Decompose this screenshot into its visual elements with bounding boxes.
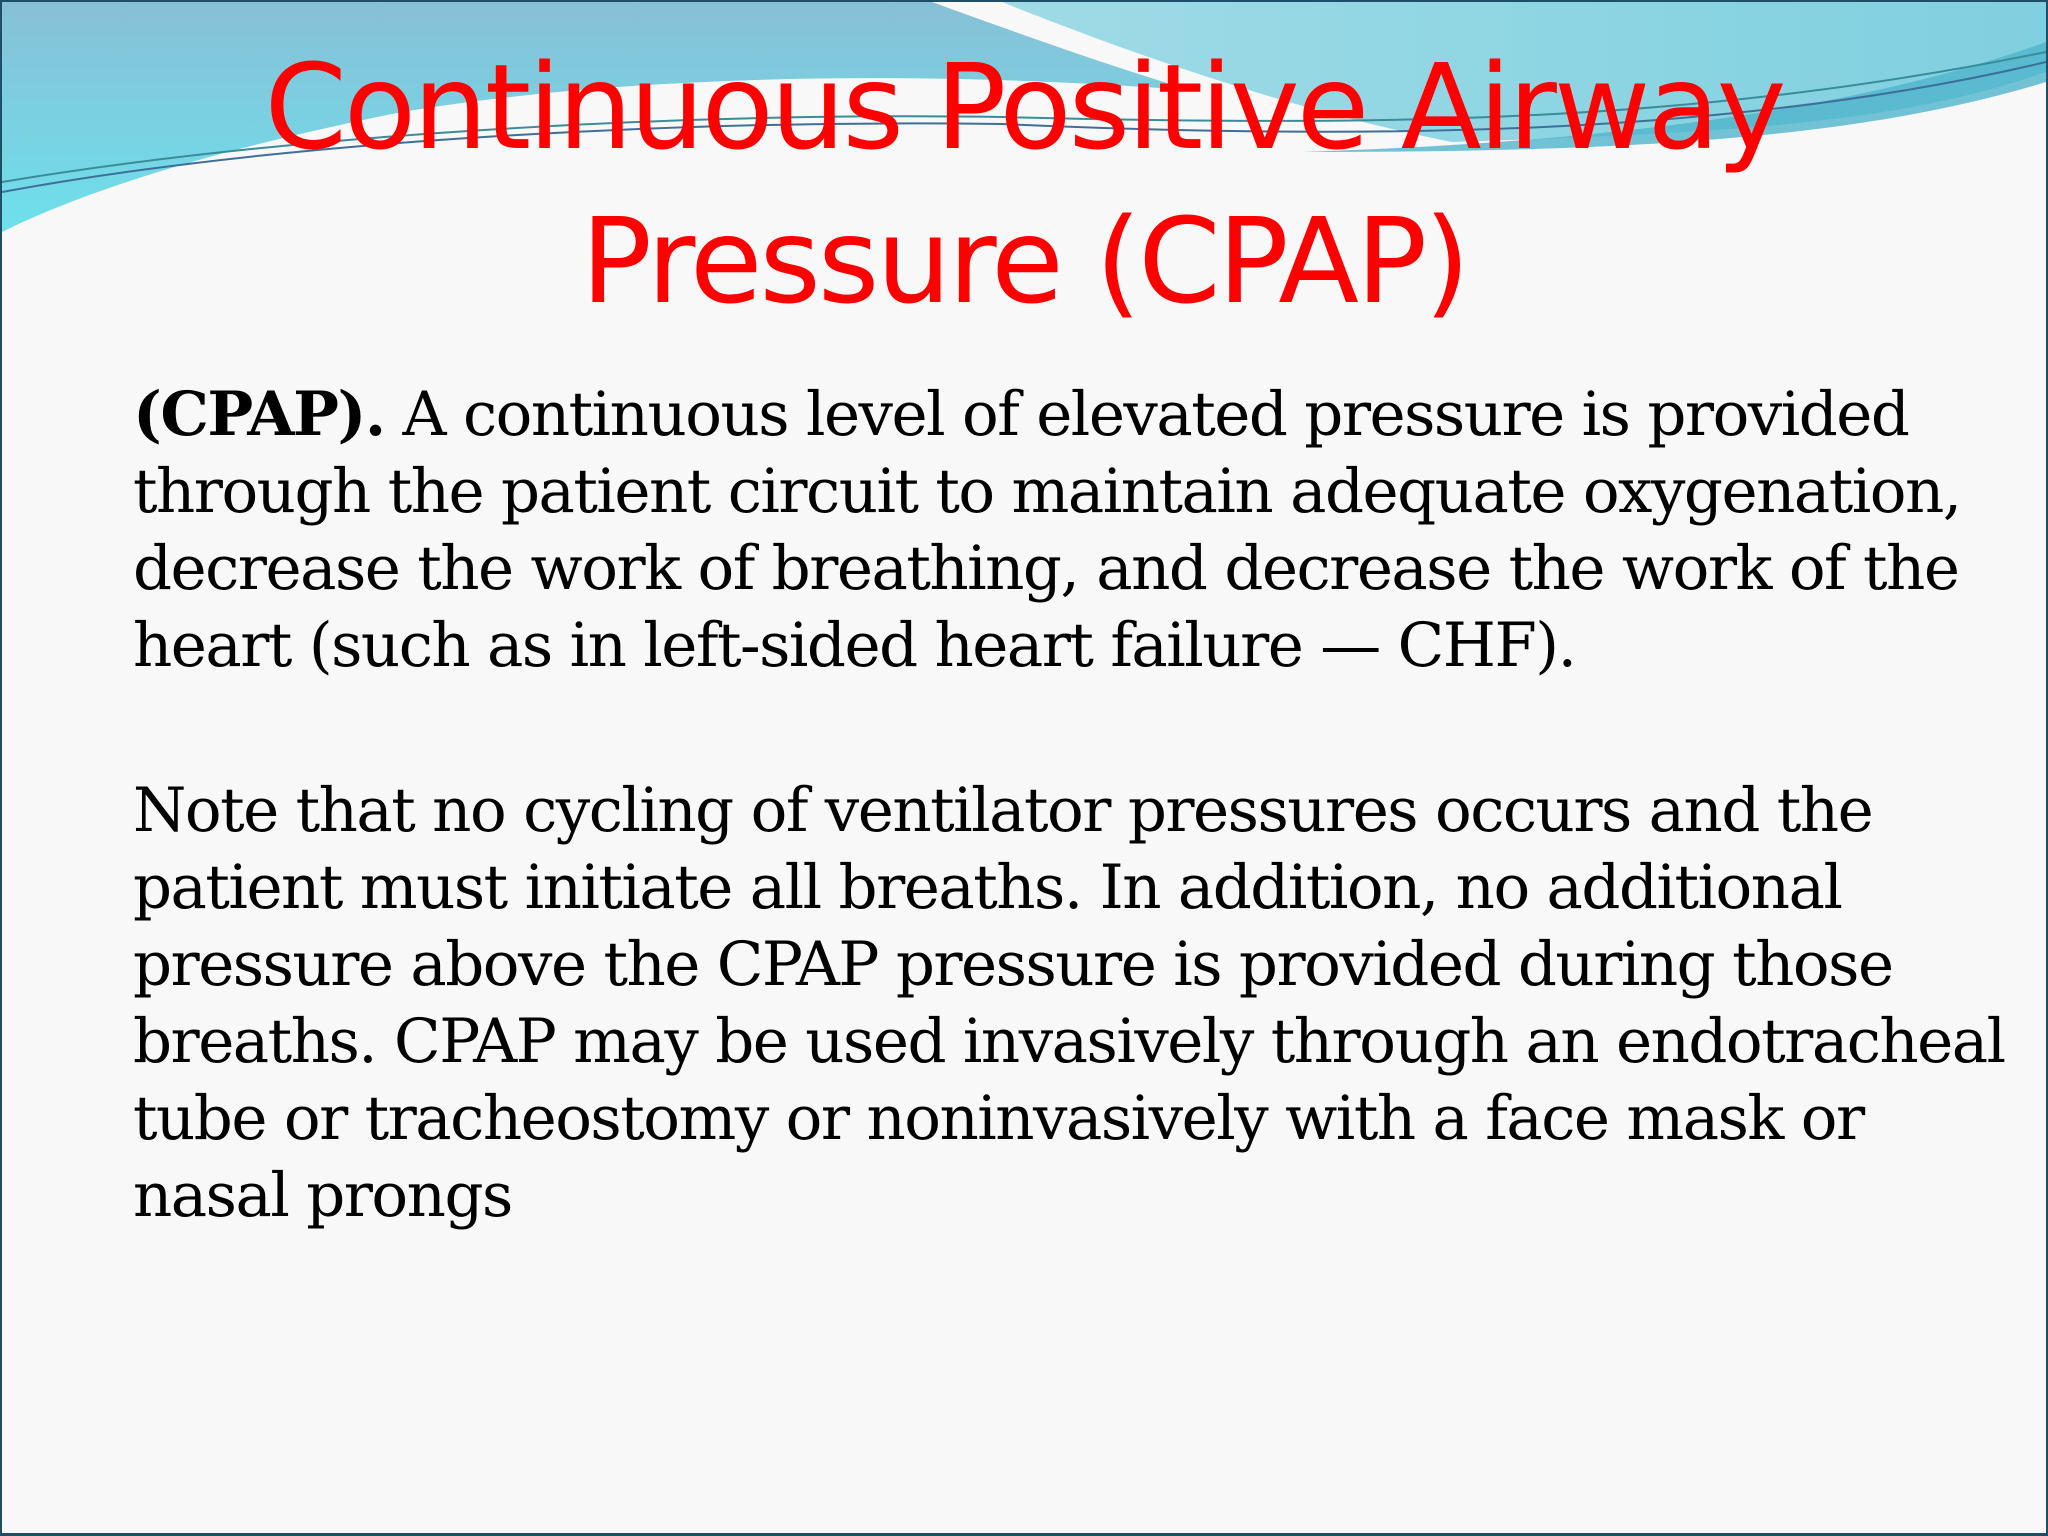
slide-title <box>2 30 2046 338</box>
term-bold: (CPAP). <box>133 379 385 450</box>
definition-text: A continuous level of elevated pressure is provided through the patient circuit to maintain adequate oxygenation, decrease the work of breathing, and decrease the work of the heart (such as in left-sided heart failure — CHF). <box>133 379 1961 681</box>
slide <box>2 2 2046 1533</box>
title-line-1: Continuous Positive Airway <box>264 38 1784 176</box>
slide-body <box>133 376 2013 1234</box>
paragraph-note: Note that no cycling of ventilator pressures occurs and the patient must initiate all breaths. In addition, no additional pressure above the CPAP pressure is provided during those breaths. CPAP may be used invasively through an endotracheal tube or tracheostomy or noninvasively with a face mask or nasal prongs <box>133 775 2005 1231</box>
title-line-2: Pressure (CPAP) <box>580 192 1468 330</box>
paragraph-definition <box>133 376 2013 684</box>
